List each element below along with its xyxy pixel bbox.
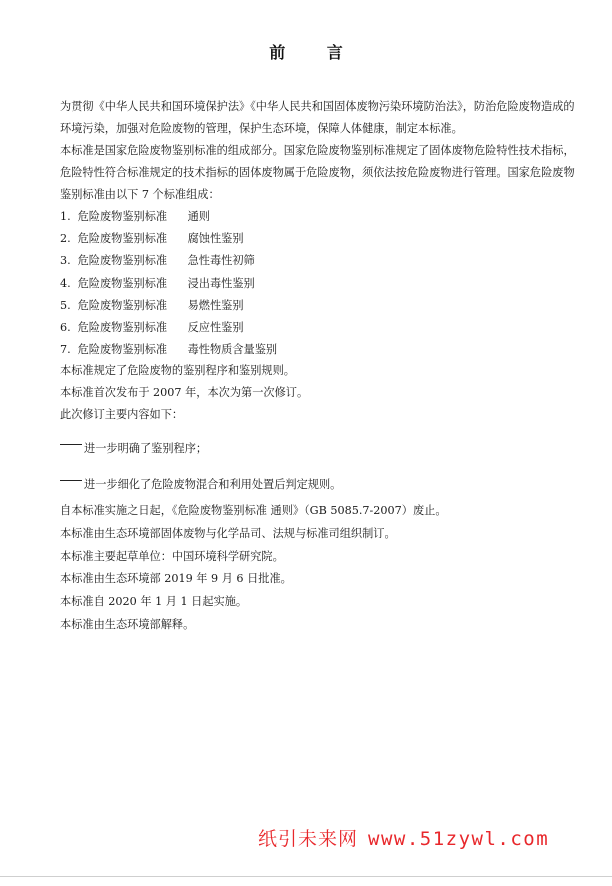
list-item: [60, 273, 460, 295]
list-item-category: 危险废物鉴别标准: [77, 321, 168, 335]
list-item: [60, 206, 460, 228]
drafting-unit-line: 本标准主要起草单位：中国环境科学研究院。: [60, 549, 284, 563]
page-bottom-divider: [0, 876, 612, 877]
closing-block: [60, 500, 600, 637]
approval-line: 本标准由生态环境部 2019 年 9 月 6 日批准。: [60, 572, 292, 586]
intro-paragraph-2: [60, 140, 580, 206]
list-item-category: 危险废物鉴别标准: [77, 343, 168, 357]
intro-paragraph-1-text: 为贯彻《中华人民共和国环境保护法》《中华人民共和国固体废物污染环境防治法》，防治危险废物造成的环境污染，加强对危险废物的管理，保护生态环境，保障人体健康，制定本标准。: [60, 100, 575, 135]
list-item: [60, 250, 460, 272]
list-item-name: 反应性鉴别: [187, 321, 244, 335]
list-item-name: 腐蚀性鉴别: [187, 232, 244, 246]
list-item-number: 1.: [60, 210, 71, 223]
list-item-category: 危险废物鉴别标准: [77, 232, 168, 246]
list-item-name: 通则: [187, 210, 210, 223]
em-dash-icon: [60, 444, 82, 445]
list-item-category: 危险废物鉴别标准: [77, 276, 168, 290]
list-item-category: 危险废物鉴别标准: [77, 210, 168, 223]
interpretation-line: 本标准由生态环境部解释。: [60, 617, 195, 631]
list-item-name: 浸出毒性鉴别: [187, 276, 255, 290]
revision-summary: [60, 360, 580, 426]
list-item-number: 2.: [60, 232, 71, 246]
revision-item-text: 进一步细化了危险废物混合和利用处置后判定规则。: [84, 478, 342, 491]
supersede-line: 自本标准实施之日起，《危险废物鉴别标准 通则》（GB 5085.7-2007）废止。: [60, 504, 447, 517]
page-title: 前 言: [269, 43, 361, 62]
list-item-category: 危险废物鉴别标准: [77, 254, 168, 268]
revision-intro-line: 此次修订主要内容如下：: [60, 408, 184, 421]
revision-item-2: [60, 476, 580, 492]
intro-paragraph-2-text: 本标准是国家危险废物鉴别标准的组成部分。国家危险废物鉴别标准规定了固体废物危险特性技术指标，危险特性符合标准规定的技术指标的固体废物属于危险废物，须依法按危险废物进行管理。国家危险废物鉴别标准由以下 7 个标准组成：: [60, 144, 575, 201]
intro-paragraph-1: [60, 96, 580, 140]
list-item-name: 急性毒性初筛: [187, 254, 255, 268]
list-item: [60, 295, 460, 317]
revision-item-1: [60, 440, 580, 456]
watermark-brand: 纸引未来网: [258, 828, 359, 850]
list-item-number: 5.: [60, 298, 71, 312]
list-item: [60, 228, 460, 250]
list-item: [60, 339, 460, 361]
list-item-name: 毒性物质含量鉴别: [187, 343, 278, 357]
revision-item-text: 进一步明确了鉴别程序；: [84, 442, 208, 455]
watermark-url: www.51zywl.com: [368, 828, 550, 850]
scope-line: 本标准规定了危险废物的鉴别程序和鉴别规则。: [60, 364, 295, 377]
list-item-number: 7.: [60, 343, 71, 357]
list-item: [60, 317, 460, 339]
organizer-line: 本标准由生态环境部固体废物与化学品司、法规与标准司组织制订。: [60, 526, 396, 540]
history-line: 本标准首次发布于 2007 年，本次为第一次修订。: [60, 386, 309, 399]
effective-date-line: 本标准自 2020 年 1 月 1 日起实施。: [60, 595, 248, 609]
list-item-number: 6.: [60, 321, 71, 335]
list-item-name: 易燃性鉴别: [187, 298, 244, 312]
em-dash-icon: [60, 480, 82, 481]
list-item-number: 3.: [60, 254, 71, 268]
standards-list: [60, 206, 460, 361]
watermark: [258, 824, 549, 851]
list-item-number: 4.: [60, 276, 71, 290]
list-item-category: 危险废物鉴别标准: [77, 298, 168, 312]
